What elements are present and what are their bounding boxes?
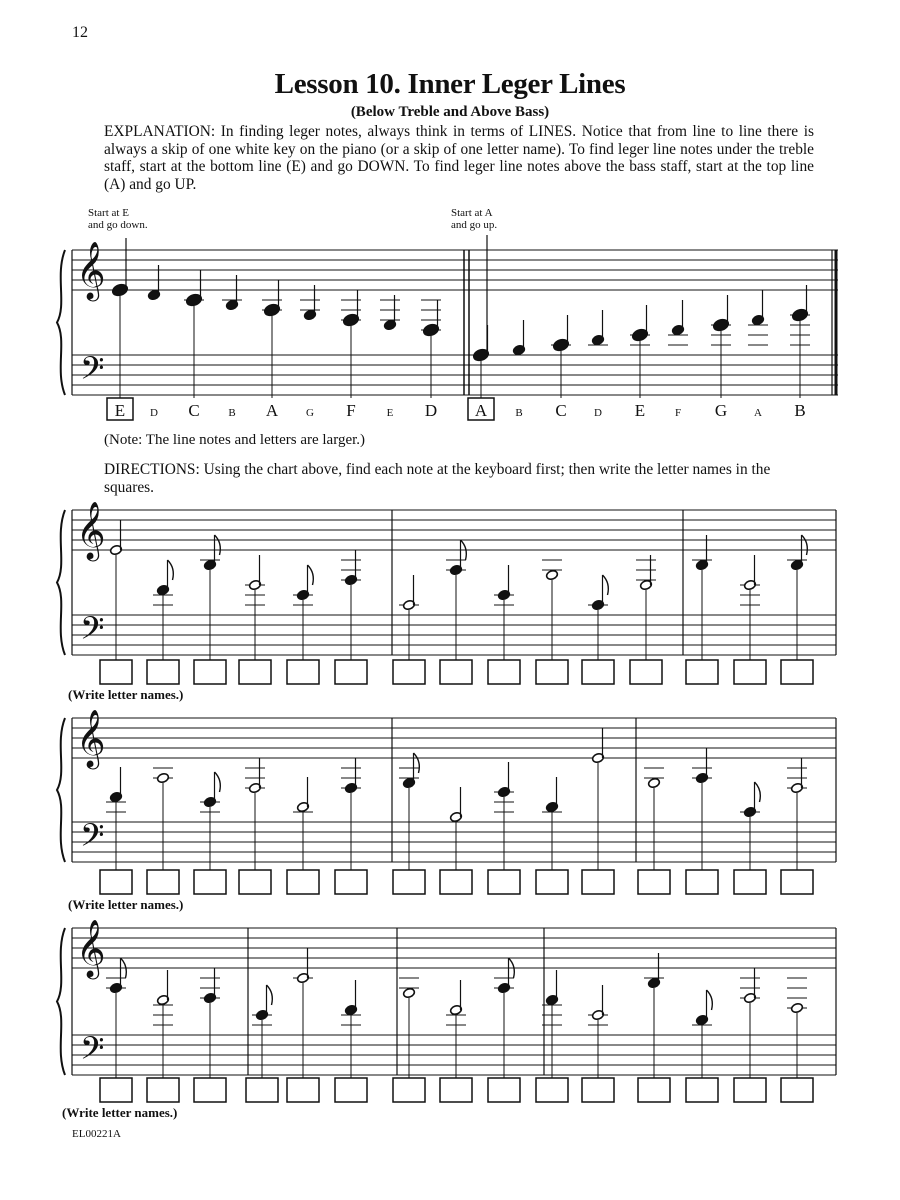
annotation-line: and go down. xyxy=(88,219,148,231)
answer-box xyxy=(582,870,614,894)
write-label: (Write letter names.) xyxy=(68,687,184,702)
answer-box xyxy=(488,1078,520,1102)
answer-box xyxy=(734,1078,766,1102)
chart-letter: B xyxy=(794,401,806,420)
treble-clef-icon: 𝄞 xyxy=(76,501,106,559)
bass-clef-icon: 𝄢 xyxy=(80,1030,105,1074)
answer-box xyxy=(440,660,472,684)
answer-box xyxy=(638,1078,670,1102)
answer-box xyxy=(335,1078,367,1102)
note-flag xyxy=(802,535,808,555)
grand-staff-brace xyxy=(57,250,65,395)
grand-staff-brace xyxy=(57,510,65,655)
answer-box xyxy=(488,870,520,894)
answer-box xyxy=(536,660,568,684)
answer-box xyxy=(781,870,813,894)
note-head xyxy=(402,987,415,998)
answer-box xyxy=(734,660,766,684)
answer-box xyxy=(100,1078,132,1102)
answer-box xyxy=(536,1078,568,1102)
chart-letter: A xyxy=(474,401,488,420)
note-flag xyxy=(215,772,221,792)
lesson-title: Lesson 10. Inner Leger Lines xyxy=(274,68,626,100)
answer-box xyxy=(781,660,813,684)
directions-paragraph: DIRECTIONS: Using the chart above, find each note at the keyboard first; then write the letter names in the squares. xyxy=(104,461,771,496)
page-number: 12 xyxy=(72,24,88,41)
answer-box xyxy=(246,1078,278,1102)
treble-clef-icon: 𝄞 xyxy=(76,919,106,977)
note-head xyxy=(790,1002,803,1013)
answer-box xyxy=(393,1078,425,1102)
chart-letter: D xyxy=(594,407,602,419)
answer-box xyxy=(686,660,718,684)
answer-box xyxy=(393,870,425,894)
chart-letter: G xyxy=(714,401,728,420)
chart-letter: A xyxy=(754,407,762,419)
chart-letter: G xyxy=(306,407,314,419)
note-flag xyxy=(414,753,420,773)
explanation-paragraph: EXPLANATION: In finding leger notes, always think in terms of LINES. Notice that from line to line there is always a skip of one white key on the piano (or a skip of one letter name). To find leger line notes under the treble staff, start at the bottom line (E) and go DOWN. To find leger line notes above the bass staff, start at the top line (A) and go UP. xyxy=(104,123,814,193)
note-flag xyxy=(168,560,174,580)
chart-letter: B xyxy=(228,407,236,419)
bass-clef-icon: 𝄢 xyxy=(80,610,105,654)
grand-staff-brace xyxy=(57,928,65,1075)
answer-box xyxy=(239,870,271,894)
answer-box xyxy=(686,1078,718,1102)
answer-box xyxy=(734,870,766,894)
answer-box xyxy=(582,1078,614,1102)
chart-letter: E xyxy=(634,401,646,420)
answer-box xyxy=(194,1078,226,1102)
answer-box xyxy=(194,660,226,684)
answer-box xyxy=(536,870,568,894)
note-flag xyxy=(215,535,221,555)
answer-box xyxy=(440,1078,472,1102)
note-flag xyxy=(267,985,273,1005)
grand-staff-brace xyxy=(57,718,65,862)
answer-box xyxy=(630,660,662,684)
note-head xyxy=(156,772,169,783)
answer-box xyxy=(194,870,226,894)
answer-box xyxy=(335,870,367,894)
answer-box xyxy=(582,660,614,684)
chart-letter: B xyxy=(515,407,523,419)
note-text: (Note: The line notes and letters are larger.) xyxy=(104,432,366,448)
answer-box xyxy=(147,1078,179,1102)
answer-box xyxy=(147,870,179,894)
note-flag xyxy=(603,575,609,595)
write-label: (Write letter names.) xyxy=(68,897,184,912)
chart-letter: C xyxy=(188,401,200,420)
answer-box xyxy=(147,660,179,684)
answer-box xyxy=(638,870,670,894)
annotation-line: Start at A xyxy=(451,207,493,219)
note-head xyxy=(647,777,660,788)
answer-box xyxy=(287,870,319,894)
answer-box xyxy=(686,870,718,894)
answer-box xyxy=(100,660,132,684)
answer-box xyxy=(335,660,367,684)
chart-letter: E xyxy=(386,407,394,419)
note-flag xyxy=(308,565,314,585)
bass-clef-icon: 𝄢 xyxy=(80,350,105,394)
lesson-subtitle: (Below Treble and Above Bass) xyxy=(350,104,550,120)
answer-box xyxy=(287,660,319,684)
answer-box xyxy=(440,870,472,894)
answer-box xyxy=(239,660,271,684)
footer-code: EL00221A xyxy=(72,1128,121,1140)
note-flag xyxy=(707,990,713,1010)
bass-clef-icon: 𝄢 xyxy=(80,817,105,861)
note-head xyxy=(545,569,558,580)
chart-letter: C xyxy=(555,401,567,420)
treble-clef-icon: 𝄞 xyxy=(76,241,106,299)
answer-box xyxy=(100,870,132,894)
annotation-line: Start at E xyxy=(88,207,129,219)
write-label: (Write letter names.) xyxy=(62,1105,178,1120)
chart-letter: D xyxy=(150,407,158,419)
treble-clef-icon: 𝄞 xyxy=(76,709,106,767)
answer-box xyxy=(287,1078,319,1102)
chart-letter: E xyxy=(114,401,126,420)
chart-letter: D xyxy=(424,401,438,420)
annotation-line: and go up. xyxy=(451,219,498,231)
answer-box xyxy=(488,660,520,684)
answer-box xyxy=(393,660,425,684)
note-flag xyxy=(755,782,761,802)
chart-letter: A xyxy=(265,401,279,420)
chart-letter: F xyxy=(346,401,356,420)
answer-box xyxy=(781,1078,813,1102)
chart-letter: F xyxy=(674,407,682,419)
